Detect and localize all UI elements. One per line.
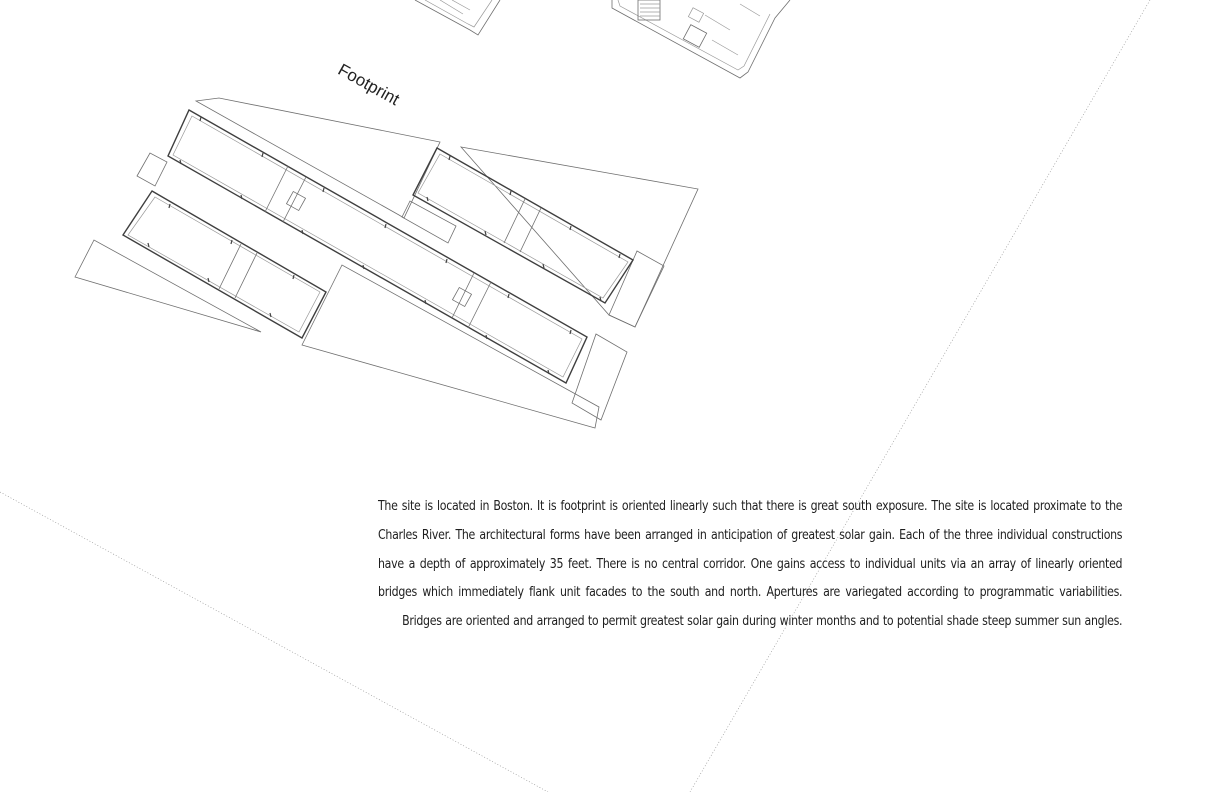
bridge-north-east (461, 147, 698, 327)
site-boundary-line-east (690, 0, 1150, 792)
bridge-wedges (75, 98, 698, 428)
pad-east-lower (572, 334, 627, 420)
footprint-label: Footprint (334, 60, 403, 110)
bridge-north-west (196, 98, 440, 218)
floor-plan-fragment-left (415, 0, 500, 35)
project-description: The site is located in Boston. It is footprint is oriented linearly such that there is great south exposure. The site is located proximate to the Charles River. The architectural forms have been arranged in anticipation of greatest solar gain. Each of the three individual constructions have a depth of approximately 35 feet. There is no central corridor. One gains access to individual units via an array of linearly oriented bridges which immediately flank unit facades to the south and north. Apertures are variegated according to programmatic variabilities. Bridges are oriented and arranged to permit greatest solar gain during winter months and to potential shade steep summer sun angles. (378, 499, 1123, 630)
pad-east-upper (609, 251, 664, 327)
pad-west (137, 153, 167, 186)
bridge-south-middle (302, 265, 599, 428)
landing-pads (137, 153, 664, 420)
building-bar-long (168, 110, 587, 383)
bridge-south-west (75, 240, 261, 332)
floor-plan-fragment-right (612, 0, 790, 78)
building-bar-southwest (123, 191, 326, 338)
facade-ticks (148, 117, 620, 374)
